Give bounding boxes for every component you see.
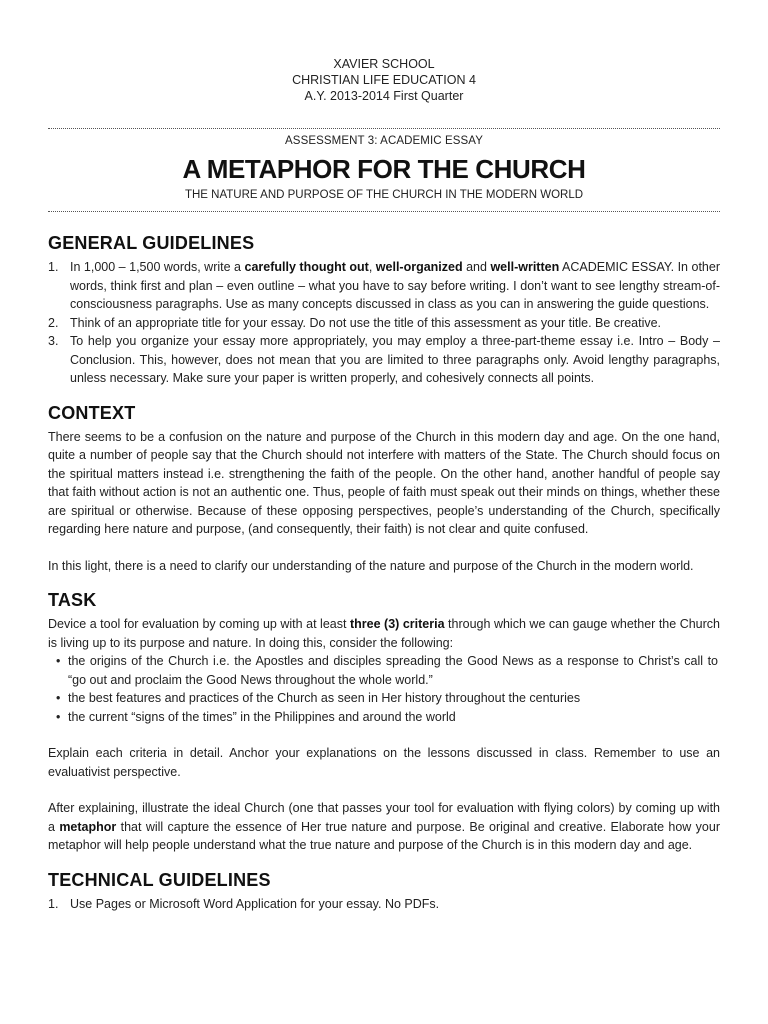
- task-section: [48, 589, 720, 855]
- list-item: [48, 314, 720, 333]
- paragraph: Explain each criteria in detail. Anchor your explanations on the lessons discussed in class. Remember to use an evaluativist perspective.: [48, 746, 720, 779]
- course-name: CHRISTIAN LIFE EDUCATION 4: [292, 73, 476, 87]
- item-text: the best features and practices of the Church as seen in Her history throughout the centuries: [68, 691, 581, 705]
- item-number: 1.: [48, 896, 59, 911]
- document-subtitle: THE NATURE AND PURPOSE OF THE CHURCH IN THE MODERN WORLD: [184, 189, 584, 201]
- section-heading: TASK: [48, 590, 97, 610]
- bullet-icon: •: [56, 709, 61, 724]
- bold-phrase: carefully thought out: [244, 260, 369, 274]
- section-heading: CONTEXT: [48, 402, 136, 423]
- technical-guidelines-section: [48, 869, 720, 914]
- paragraph-text: Device a tool for evaluation by coming up with at least: [48, 617, 350, 631]
- academic-term: A.Y. 2013-2014 First Quarter: [304, 89, 464, 103]
- section-heading: TECHNICAL GUIDELINES: [48, 869, 271, 890]
- document-title: A METAPHOR FOR THE CHURCH: [182, 154, 586, 184]
- item-text: ,: [368, 260, 376, 274]
- bottom-divider: [48, 211, 720, 212]
- item-text: the origins of the Church i.e. the Apostles and disciples spreading the Good News as a response to Christ’s call to “go out and proclaim the Good News throughout the whole world.”: [68, 654, 718, 687]
- list-item: [48, 708, 720, 727]
- item-text: Think of an appropriate title for your essay. Do not use the title of this assessment as your title. Be creative.: [70, 315, 662, 330]
- guidelines-list: [48, 258, 720, 388]
- item-number: 3.: [48, 334, 59, 348]
- paragraph-text: through which we can gauge whether the Church is living up to its purpose and nature. In doing this, consider the following:: [48, 617, 720, 650]
- item-text: and: [462, 260, 491, 274]
- paragraph: [48, 799, 720, 855]
- general-guidelines-section: [48, 232, 720, 388]
- paragraph-text: that will capture the essence of Her true nature and purpose. Be original and creative. Elaborate how your metaphor will help people understand what the true nature and purpose of the Church is in this modern day and age.: [48, 819, 720, 852]
- item-text: In 1,000 – 1,500 words, write a: [70, 260, 245, 274]
- context-section: [48, 402, 720, 576]
- paragraph: There seems to be a confusion on the nature and purpose of the Church in this modern day and age. On the one hand, quite a number of people say that the Church should not interfere with matters of the State. The Church should focus on the spiritual matters instead i.e. strengthening the faith of the people. On the other hand, another handful of people say that faith without action is not an authentic one. Thus, people of faith must speak out their minds on things, whether these are spiritual or otherwise. Because of these opposing perspectives, people’s understanding of the Church, specifically regarding here nature and purpose, (and consequently, their faith) is not clear and quite confused.: [48, 429, 720, 536]
- technical-list: [48, 895, 720, 914]
- top-divider: [48, 128, 720, 129]
- bullet-icon: •: [56, 691, 61, 705]
- item-number: 1.: [48, 260, 59, 274]
- document-body: [48, 232, 720, 927]
- bold-phrase: metaphor: [59, 819, 117, 834]
- item-text: ACADEMIC ESSAY. In other words, think first and plan – even outline – what you have to say before writing. I don’t want to see lengthy stream-of-consciousness paragraphs. Use as many concepts discussed in class as you can in answering the guide questions.: [70, 260, 720, 311]
- list-item: [48, 652, 720, 689]
- section-heading: GENERAL GUIDELINES: [48, 233, 255, 253]
- item-text: Use Pages or Microsoft Word Application for your essay. No PDFs.: [70, 896, 440, 911]
- item-text: To help you organize your essay more appropriately, you may employ a three-part-theme essay i.e. Intro – Body – Conclusion. This, however, does not mean that you are limited to three paragraphs only. Avoid lengthy paragraphs, unless necessary. Make sure your paper is written properly, and cohesively connects all points.: [70, 334, 720, 385]
- document-header: [0, 56, 768, 104]
- school-name: XAVIER SCHOOL: [333, 57, 435, 71]
- item-number: 2.: [48, 315, 59, 330]
- list-item: [48, 258, 720, 314]
- item-text: the current “signs of the times” in the Philippines and around the world: [68, 709, 456, 724]
- paragraph-text: After explaining, illustrate the ideal Church (one that passes your tool for evaluation with flying colors) by coming up with a: [48, 801, 720, 834]
- paragraph: In this light, there is a need to clarify our understanding of the nature and purpose of the Church in the modern world.: [48, 558, 694, 573]
- criteria-list: [48, 652, 720, 726]
- paragraph: [48, 615, 720, 652]
- bold-phrase: well-organized: [375, 260, 463, 274]
- list-item: [48, 895, 720, 914]
- list-item: [48, 332, 720, 388]
- assessment-label: ASSESSMENT 3: ACADEMIC ESSAY: [285, 135, 483, 147]
- list-item: [48, 689, 720, 708]
- bullet-icon: •: [56, 654, 61, 668]
- bold-phrase: three (3) criteria: [349, 617, 445, 631]
- bold-phrase: well-written: [490, 260, 560, 274]
